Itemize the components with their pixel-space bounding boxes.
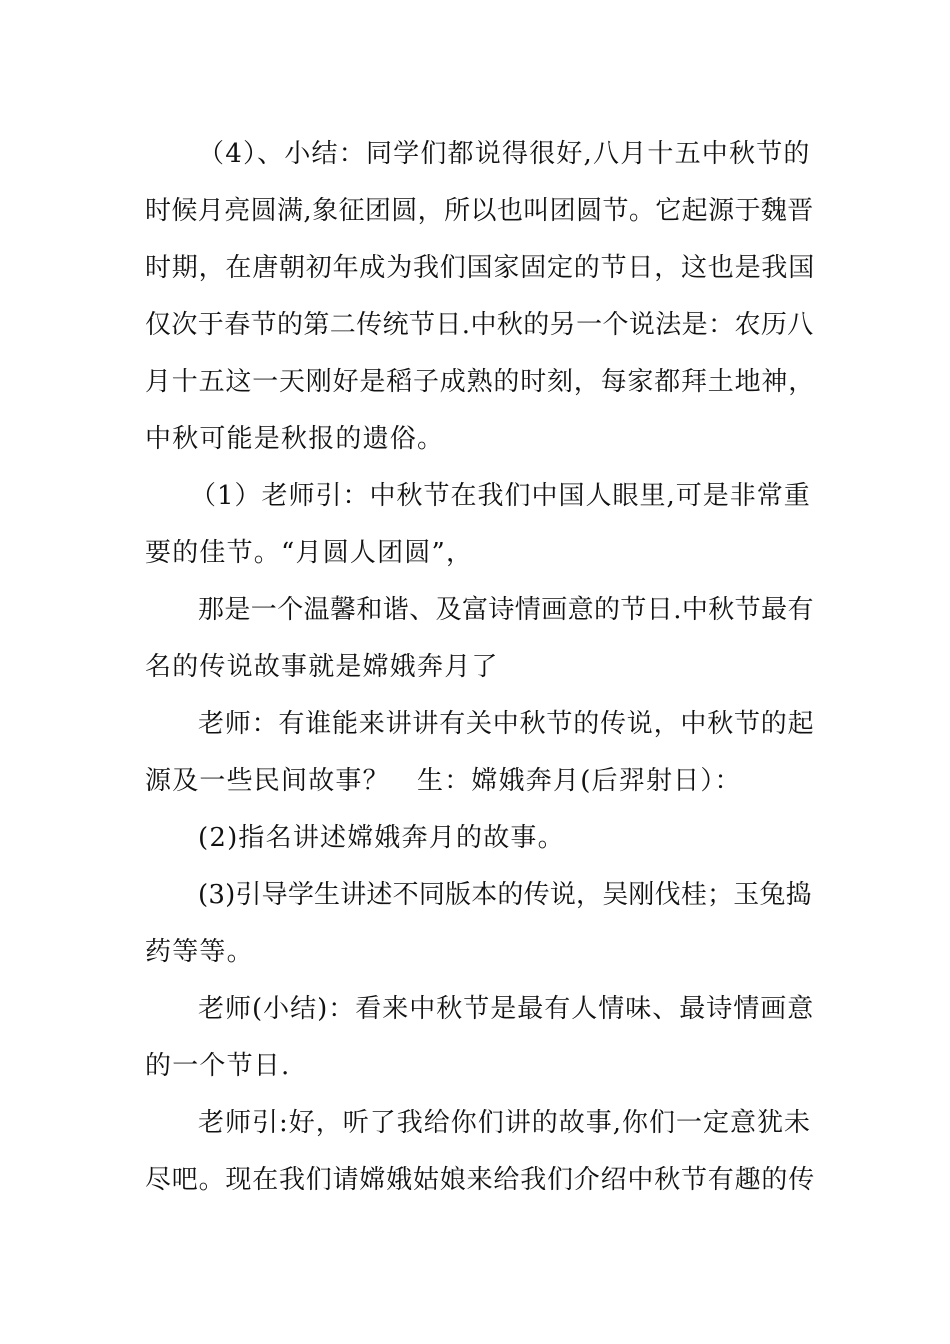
text-line: 尽吧。现在我们请嫦娥姑娘来给我们介绍中秋节有趣的传 — [145, 1165, 816, 1195]
text-line: 月十五这一天刚好是稻子成熟的时刻，每家都拜土地神， — [145, 367, 816, 397]
text-line: (3)引导学生讲述不同版本的传说，吴刚伐桂；玉兔捣 — [198, 880, 812, 910]
text-line: 时候月亮圆满,象征团圆，所以也叫团圆节。它起源于魏晋 — [145, 196, 814, 226]
text-line: 老师：有谁能来讲讲有关中秋节的传说，中秋节的起 — [198, 709, 815, 739]
text-line: 药等等。 — [145, 937, 254, 967]
text-line: 中秋可能是秋报的遗俗。 — [145, 424, 445, 454]
text-line: 要的佳节。“月圆人团圆”， — [145, 538, 474, 568]
text-line: （4）、小结：同学们都说得很好,八月十五中秋节的 — [198, 139, 811, 169]
text-line: 仅次于春节的第二传统节日.中秋的另一个说法是：农历八 — [145, 310, 814, 340]
text-line: 时期，在唐朝初年成为我们国家固定的节日，这也是我国 — [145, 253, 816, 283]
text-line: 老师(小结)：看来中秋节是最有人情味、最诗情画意 — [198, 994, 815, 1024]
text-line: 的一个节日. — [145, 1051, 291, 1081]
text-line: 老师引:好，听了我给你们讲的故事,你们一定意犹未 — [198, 1108, 812, 1138]
text-line: 那是一个温馨和谐、及富诗情画意的节日.中秋节最有 — [198, 595, 814, 625]
text-line: 名的传说故事就是嫦娥奔月了 — [145, 652, 499, 682]
text-line: （1）老师引：中秋节在我们中国人眼里,可是非常重 — [190, 481, 811, 511]
text-line: (2)指名讲述嫦娥奔月的故事。 — [198, 823, 565, 853]
text-line: 源及一些民间故事？ 生：嫦娥奔月(后羿射日）： — [145, 766, 742, 796]
